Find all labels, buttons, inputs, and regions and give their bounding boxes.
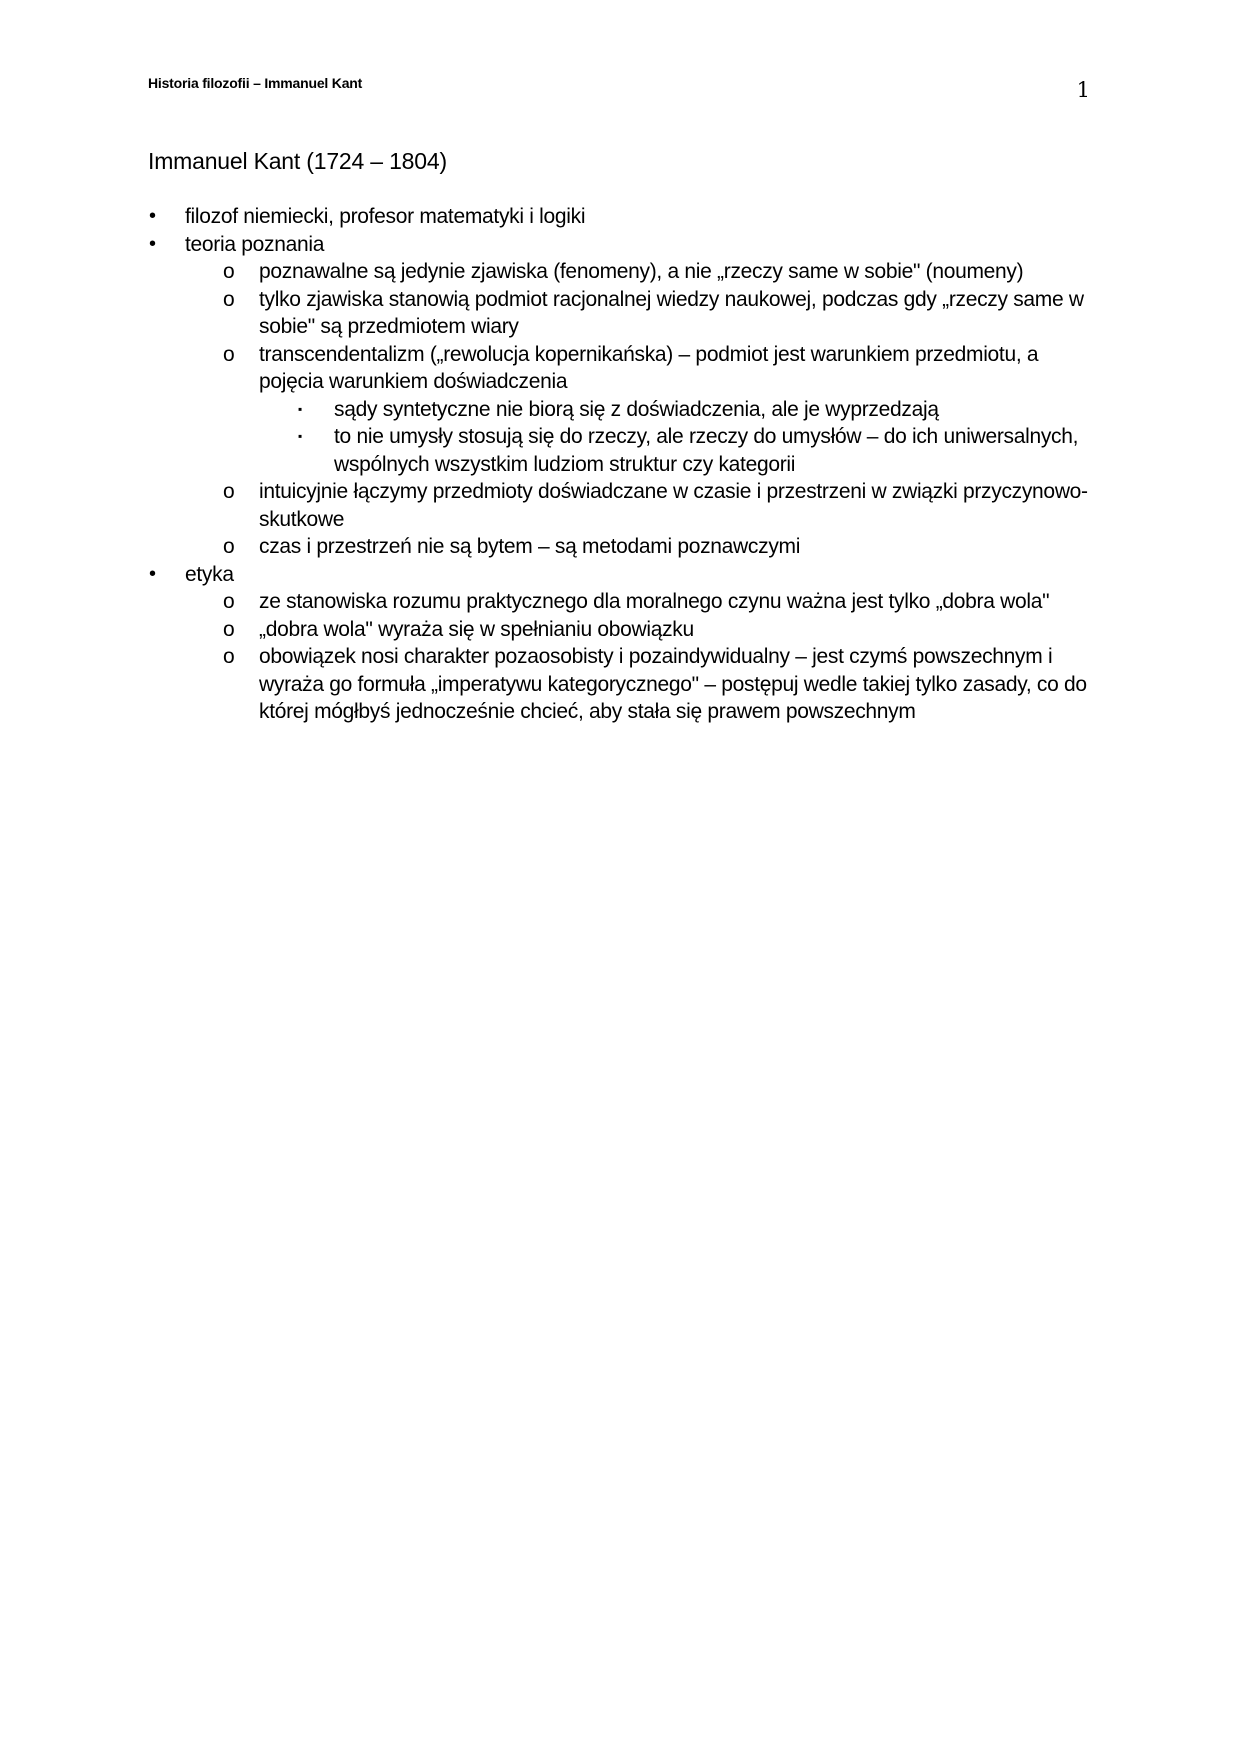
list-item: [0, 588, 1089, 616]
circle-bullet-icon: o: [223, 260, 235, 283]
list-item-text: czas i przestrzeń nie są bytem – są metodami poznawczymi: [259, 535, 801, 558]
circle-bullet-icon: o: [223, 287, 235, 311]
list-item: [0, 396, 1094, 424]
list-item: [0, 561, 1085, 589]
circle-bullet-icon: o: [223, 617, 235, 641]
square-bullet-icon: ▪: [298, 429, 302, 443]
outline-list: [0, 203, 1240, 726]
list-item: [0, 286, 1089, 341]
list-item-text: sądy syntetyczne nie biorą się z doświadczenia, ale je wyprzedzają: [334, 397, 939, 421]
list-item: [0, 533, 1089, 561]
list-item-text: filozof niemiecki, profesor matematyki i logiki: [185, 205, 586, 228]
bullet-icon: •: [149, 232, 156, 255]
list-item: [0, 341, 1089, 396]
circle-bullet-icon: o: [223, 480, 235, 503]
list-item-text: to nie umysły stosują się do rzeczy, ale rzeczy do umysłów – do ich uniwersalnych, wspólnych wszystkim ludziom struktur czy kategorii: [334, 425, 1079, 476]
list-item-text: poznawalne są jedynie zjawiska (fenomeny), a nie „rzeczy same w sobie" (noumeny): [259, 260, 1024, 283]
list-item-text: „dobra wola" wyraża się w spełnianiu obowiązku: [259, 617, 694, 641]
running-header: Historia filozofii – Immanuel Kant: [148, 75, 363, 91]
list-item: [0, 643, 1089, 726]
list-item-text: intuicyjnie łączymy przedmioty doświadczane w czasie i przestrzeni w związki przyczynowo-skutkowe: [259, 480, 1088, 531]
list-item: [0, 258, 1089, 286]
page-number: 1: [1076, 78, 1090, 102]
document-title: Immanuel Kant (1724 – 1804): [148, 148, 447, 174]
list-item: [0, 478, 1089, 533]
square-bullet-icon: ▪: [298, 401, 302, 416]
list-item-text: obowiązek nosi charakter pozaosobisty i pozaindywidualny – jest czymś powszechnym i wyraża go formuła „imperatywu kategorycznego" – postępuj wedle takiej tylko zasady, co do której mógłbyś jednocześnie chcieć, aby stała się prawem powszechnym: [259, 645, 1087, 723]
circle-bullet-icon: o: [223, 645, 235, 668]
list-item-text: teoria poznania: [185, 232, 325, 256]
circle-bullet-icon: o: [223, 590, 235, 613]
list-item-text: transcendentalizm („rewolucja kopernikańska) – podmiot jest warunkiem przedmiotu, a pojęcia warunkiem doświadczenia: [259, 342, 1039, 393]
list-item-text: tylko zjawiska stanowią podmiot racjonalnej wiedzy naukowej, podczas gdy „rzeczy same w sobie" są przedmiotem wiary: [259, 287, 1084, 338]
list-item-text: etyka: [185, 562, 234, 586]
list-item: [0, 616, 1089, 644]
list-item-text: ze stanowiska rozumu praktycznego dla moralnego czynu ważna jest tylko „dobra wola": [259, 590, 1050, 613]
bullet-icon: •: [149, 205, 156, 227]
list-item: [0, 423, 1094, 478]
bullet-icon: •: [149, 562, 156, 585]
list-item: [0, 203, 1085, 231]
circle-bullet-icon: o: [223, 535, 235, 558]
list-item: [0, 231, 1085, 259]
circle-bullet-icon: o: [223, 342, 235, 366]
